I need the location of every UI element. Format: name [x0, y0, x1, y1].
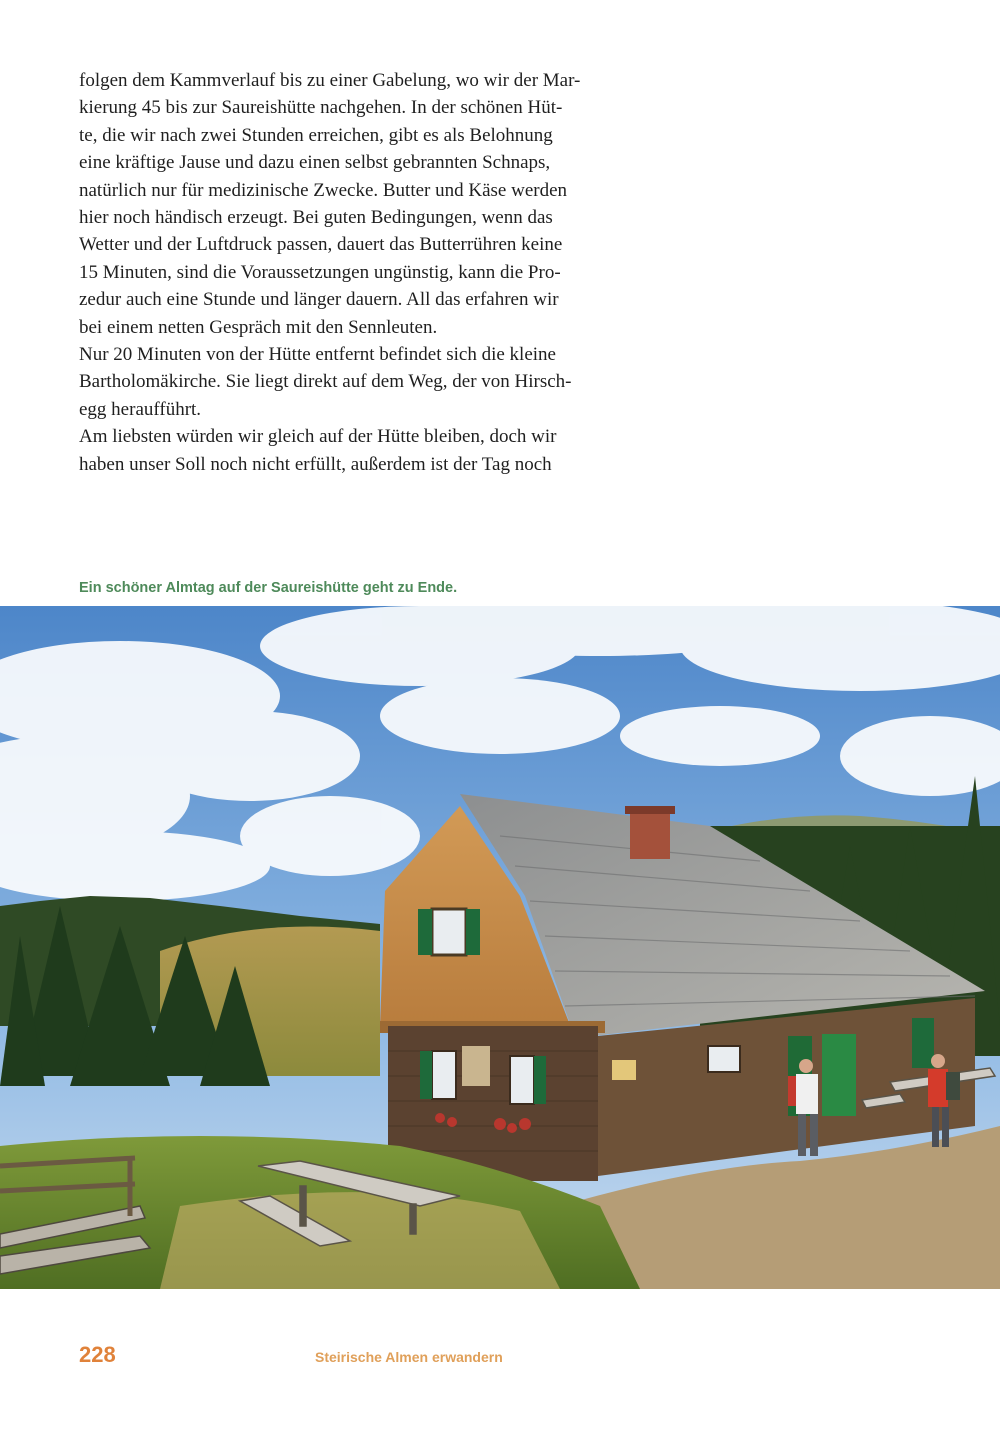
- text-line: te, die wir nach zwei Stunden erreichen, gibt es als Belohnung: [79, 124, 553, 146]
- lower-window-left: [432, 1051, 456, 1099]
- hut-door: [822, 1034, 856, 1116]
- text-line: hier noch händisch erzeugt. Bei guten Bedingungen, wenn das: [79, 207, 553, 229]
- text-line: egg heraufführt.: [79, 398, 202, 420]
- body-text: [79, 67, 679, 478]
- text-line: folgen dem Kammverlauf bis zu einer Gabelung, wo wir der Mar-: [79, 70, 581, 91]
- text-line: bei einem netten Gespräch mit den Sennleuten.: [79, 316, 438, 338]
- book-title: Steirische Almen erwandern: [315, 1349, 503, 1365]
- text-line: Bartholomäkirche. Sie liegt direkt auf dem Weg, der von Hirsch-: [79, 371, 572, 393]
- text-line: Nur 20 Minuten von der Hütte entfernt befindet sich die kleine: [79, 344, 556, 366]
- text-line: Wetter und der Luftdruck passen, dauert das Butterrühren keine: [79, 234, 563, 256]
- page-number: 228: [79, 1342, 116, 1367]
- lower-window-right: [510, 1056, 534, 1104]
- side-window: [708, 1046, 740, 1072]
- sign-board: [462, 1046, 490, 1086]
- text-line: 15 Minuten, sind die Voraussetzungen ungünstig, kann die Pro-: [79, 261, 561, 283]
- photo-caption: Ein schöner Almtag auf der Saureishütte geht zu Ende.: [79, 580, 458, 596]
- text-line: Am liebsten würden wir gleich auf der Hütte bleiben, doch wir: [79, 426, 557, 448]
- text-line: zedur auch eine Stunde und länger dauern. All das erfahren wir: [79, 289, 559, 311]
- upper-window: [432, 909, 466, 955]
- text-line: natürlich nur für medizinische Zwecke. Butter und Käse werden: [79, 179, 568, 201]
- chimney: [630, 809, 670, 859]
- text-line: eine kräftige Jause und dazu einen selbst gebrannten Schnaps,: [79, 152, 551, 174]
- text-line: haben unser Soll noch nicht erfüllt, außerdem ist der Tag noch: [79, 453, 552, 475]
- photo-alpine-hut: [0, 606, 1000, 1289]
- text-line: kierung 45 bis zur Saureishütte nachgehen. In der schönen Hüt-: [79, 97, 563, 119]
